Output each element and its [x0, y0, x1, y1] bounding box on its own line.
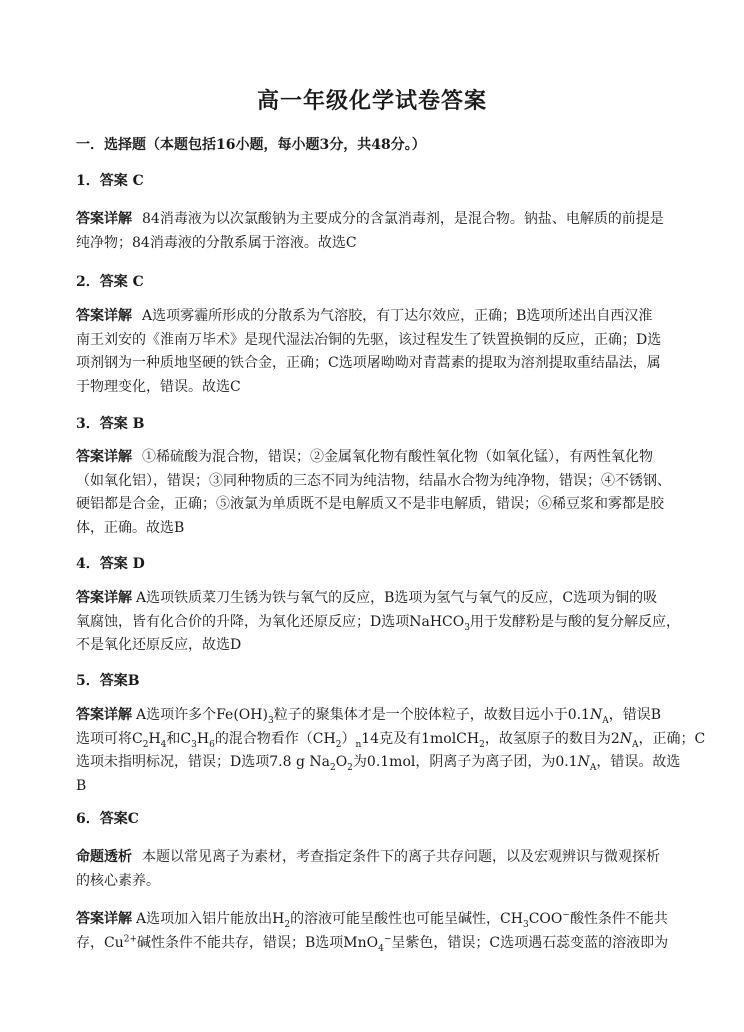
- q4-explanation: 答案详解 A选项铁质菜刀生锈为铁与氧气的反应，B选项为氢气与氧气的反应，C选项为铜的吸 氧腐蚀，皆有化合价的升降，为氧化还原反应；D选项NaHCO$_3$用于发酵粉是与酸的复分解反应， 不是氧化还原反应，故选D: [76, 590, 680, 653]
- q6-answer-header: 6．答案C: [76, 811, 139, 827]
- q1-detail-label: 答案详解: [76, 211, 132, 227]
- q3-detail-label: 答案详解: [76, 449, 132, 465]
- page-title: 高一年级化学试卷答案: [256, 88, 487, 114]
- q5-detail-label: 答案详解: [76, 707, 132, 723]
- section-heading: 一．选择题（本题包括16小题，每小题3分，共48分。）: [76, 137, 426, 153]
- q3-explanation: 答案详解 ①稀硫酸为混合物，错误；②金属氧化物有酸性氧化物（如氧化锰），有两性氧化物 （如氧化铝），错误；③同种物质的三态不同为纯洁物，结晶水合物为纯净物，错误；④不锈钢、 硬铝都是合金，正确；⑤液氯为单质既不是电解质又不是非电解质，错误；⑥稀豆浆和雾都是胶 体，正确。故选B: [76, 449, 671, 536]
- q6-detail-label: 答案详解: [76, 911, 132, 927]
- q5-explanation: 答案详解 A选项许多个$Fe(OH)_3$粒子的聚集体才是一个胶体粒子，故数目远小于$0.1N_A$，错误B 选项可将$C_2H_4$和$C_3H_6$的混合物看作$(CH_2)_n14$克及有1molCH$_2$，故氢原子的数目为$2N_A$，正确；C 选项未指明标况，错误；D选项7.8 g $Na_2O_2$为0.1mol，阴离子为离子团，为$0.1N_A$，错误。故选 B: [76, 707, 706, 794]
- q2-explanation: 答案详解 A选项雾霾所形成的分散系为气溶胶，有丁达尔效应，正确；B选项所述出自西汉淮 南王刘安的《淮南万毕术》是现代湿法冶铜的先驱，该过程发生了铁置换铜的反应，正确；D选 项剂钢为一种质地坚硬的铁合金，正确；C选项屠呦呦对青蒿素的提取为溶剂提取重结晶法，属 于物理变化，错误。故选C: [76, 308, 662, 395]
- q1-explanation: 答案详解 84消毒液为以次氯酸钠为主要成分的含氯消毒剂，是混合物。钠盐、电解质的前提是 纯净物；84消毒液的分散系属于溶液。故选C: [76, 211, 664, 251]
- q2-answer-header: 2．答案 C: [76, 274, 144, 290]
- q3-answer-header: 3．答案 B: [76, 416, 145, 432]
- q1-answer-header: 1．答案 C: [76, 173, 144, 189]
- q5-answer-header: 5．答案B: [76, 673, 140, 689]
- q2-detail-label: 答案详解: [76, 308, 132, 324]
- q6-analysis-label: 命题透析: [76, 849, 132, 865]
- q4-detail-label: 答案详解: [76, 590, 132, 606]
- q4-answer-header: 4．答案 D: [76, 556, 145, 572]
- q6-analysis: 命题透析 本题以常见离子为素材，考查指定条件下的离子共存问题，以及宏观辨识与微观探析 的核心素养。: [76, 849, 660, 889]
- q6-explanation: 答案详解 A选项加入铝片能放出$H_2$的溶液可能呈酸性也可能呈碱性，$CH_3COO^-$酸性条件不能共 存，$Cu^{2+}$碱性条件不能共存，错误；B选项MnO$_4$−呈紫色，错误；C选项遇石蕊变蓝的溶液即为: [76, 910, 669, 954]
